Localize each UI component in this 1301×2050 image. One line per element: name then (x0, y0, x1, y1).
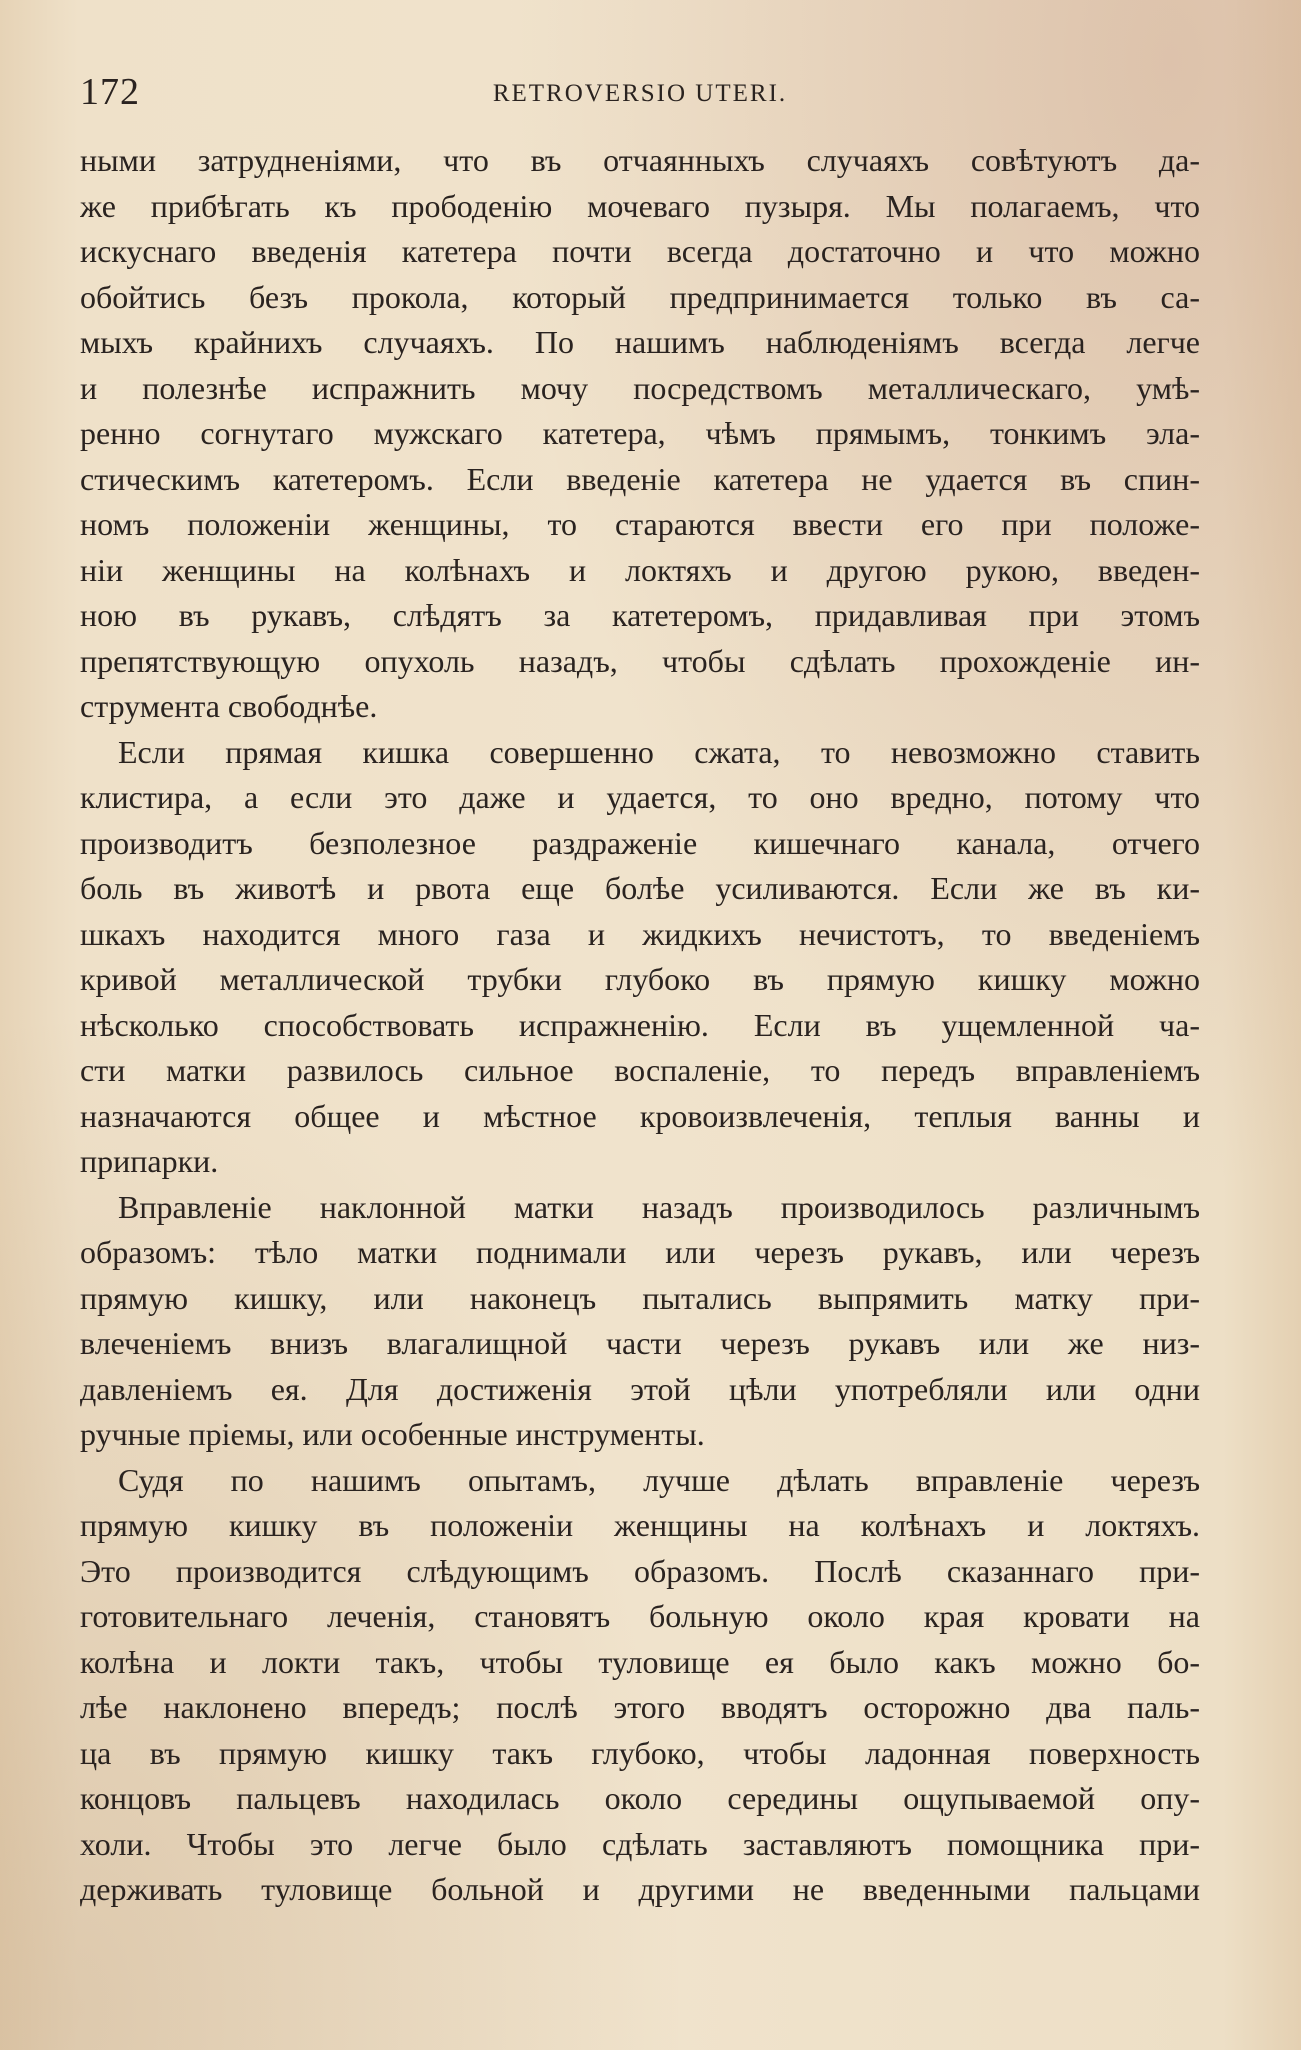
text-line: Это производится слѣдующимъ образомъ. Послѣ сказаннаго при- (80, 1552, 1200, 1589)
page-number: 172 (80, 71, 140, 113)
text-line: холи. Чтобы это легче было сдѣлать заставляютъ помощника при- (80, 1825, 1200, 1862)
text-line: лѣе наклонено впередъ; послѣ этого вводятъ осторожно два паль- (80, 1689, 1200, 1725)
text-line: боль въ животѣ и рвота еще болѣе усиливаются. Если же въ ки- (80, 870, 1200, 906)
text-line: обойтись безъ прокола, который предпринимается только въ са- (80, 278, 1200, 315)
paragraph-start-line: Если прямая кишка совершенно сжата, то невозможно ставить (118, 733, 1200, 770)
text-line: припарки. (80, 1143, 219, 1179)
text-line: колѣна и локти такъ, чтобы туловище ея было какъ можно бо- (80, 1643, 1200, 1680)
text-line: препятствующую опухоль назадъ, чтобы сдѣлать прохожденіе ин- (80, 642, 1200, 679)
text-line: сти матки развилось сильное воспаленіе, то передъ вправленіемъ (80, 1052, 1200, 1088)
text-line: искуснаго введенія катетера почти всегда достаточно и что можно (80, 233, 1200, 269)
text-line: ренно согнутаго мужскаго катетера, чѣмъ прямымъ, тонкимъ эла- (80, 415, 1200, 451)
text-line: мыхъ крайнихъ случаяхъ. По нашимъ наблюденіямъ всегда легче (80, 324, 1200, 360)
body-text (80, 138, 1200, 1913)
text-line: назначаются общее и мѣстное кровоизвлеченія, теплыя ванны и (80, 1097, 1200, 1134)
text-line: держивать туловище больной и другими не введенными пальцами (80, 1871, 1200, 1907)
text-line: номъ положеніи женщины, то стараются ввести его при положе- (80, 506, 1200, 542)
text-line: влеченіемъ внизъ влагалищной части черезъ рукавъ или же низ- (80, 1325, 1200, 1361)
text-line: готовительнаго леченія, становятъ больную около края кровати на (80, 1598, 1200, 1634)
paragraph-start-line: Вправленіе наклонной матки назадъ производилось различнымъ (118, 1188, 1200, 1225)
text-line: ручные пріемы, или особенные инструменты. (80, 1416, 705, 1452)
running-head: RETROVERSIO UTERI. (492, 80, 788, 107)
text-line: и полезнѣе испражнить мочу посредствомъ металлическаго, умѣ- (80, 369, 1200, 406)
text-line: ніи женщины на колѣнахъ и локтяхъ и другою рукою, введен- (80, 551, 1200, 588)
text-line: ною въ рукавъ, слѣдятъ за катетеромъ, придавливая при этомъ (80, 597, 1200, 633)
text-line: нѣсколько способствовать испражненію. Если въ ущемленной ча- (80, 1006, 1200, 1043)
text-line: прямую кишку, или наконецъ пытались выпрямить матку при- (80, 1279, 1200, 1316)
text-line: же прибѣгать къ прободенію мочеваго пузыря. Мы полагаемъ, что (80, 187, 1200, 224)
paragraph-start-line: Судя по нашимъ опытамъ, лучше дѣлать вправленіе черезъ (118, 1461, 1200, 1498)
text-line: клистира, а если это даже и удается, то оно вредно, потому что (80, 779, 1200, 815)
text-line: ца въ прямую кишку такъ глубоко, чтобы ладонная поверхность (80, 1734, 1200, 1771)
text-line: кривой металлической трубки глубоко въ прямую кишку можно (80, 961, 1200, 997)
text-line: концовъ пальцевъ находилась около середины ощупываемой опу- (80, 1780, 1200, 1816)
page-header (80, 70, 1200, 120)
text-line: струмента свободнѣе. (80, 688, 378, 724)
text-line: стическимъ катетеромъ. Если введеніе катетера не удается въ спин- (80, 460, 1200, 497)
text-line: ными затрудненіями, что въ отчаянныхъ случаяхъ совѣтуютъ да- (80, 142, 1200, 178)
text-line: образомъ: тѣло матки поднимали или черезъ рукавъ, или черезъ (80, 1234, 1200, 1270)
text-line: давленіемъ ея. Для достиженія этой цѣли употребляли или одни (80, 1370, 1200, 1407)
text-line: шкахъ находится много газа и жидкихъ нечистотъ, то введеніемъ (80, 915, 1200, 952)
text-line: производитъ безполезное раздраженіе кишечнаго канала, отчего (80, 824, 1200, 861)
text-line: прямую кишку въ положеніи женщины на колѣнахъ и локтяхъ. (80, 1507, 1200, 1543)
